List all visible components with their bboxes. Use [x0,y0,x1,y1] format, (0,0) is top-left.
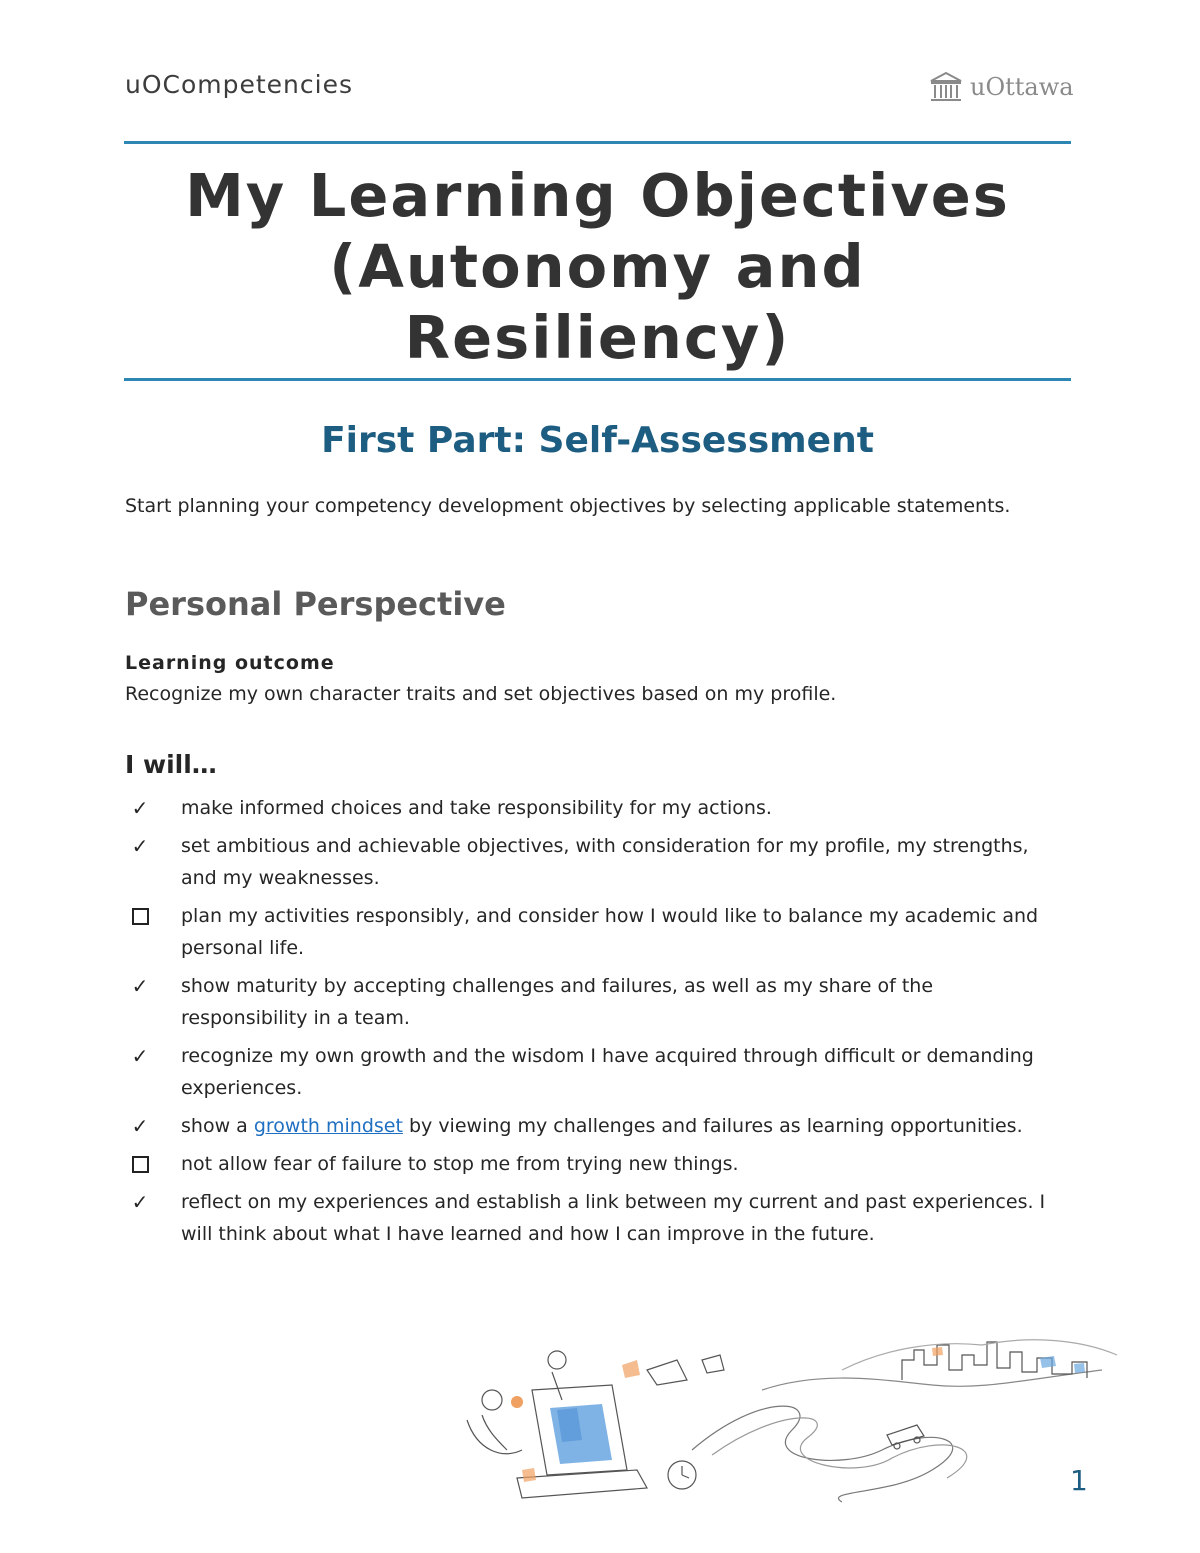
list-item [125,970,1065,1034]
learning-outcome-text: Recognize my own character traits and set objectives based on my profile. [125,683,837,705]
top-divider [124,141,1071,144]
statement-text: recognize my own growth and the wisdom I have acquired through difficult or demanding experiences. [181,1045,1034,1099]
list-item [125,830,1065,894]
checkbox-square-icon [132,908,149,925]
bottom-divider [124,378,1071,381]
intro-paragraph: Start planning your competency development objectives by selecting applicable statements. [125,495,1011,517]
statement-text [181,1115,1023,1137]
brand-name: uOCompetencies [125,70,354,99]
building-icon [928,69,964,105]
title-line-3: Resiliency) [404,303,791,372]
list-item [125,792,1065,824]
statement-text: set ambitious and achievable objectives, with consideration for my profile, my strengths, and my weaknesses. [181,835,1029,889]
page-title [124,160,1071,373]
checkmark-icon[interactable]: ✓ [131,974,149,998]
checkmark-icon[interactable]: ✓ [131,834,149,858]
statement-list [125,792,1065,1256]
statement-text: show maturity by accepting challenges and failures, as well as my share of the responsibility in a team. [181,975,934,1029]
logo-text: uOttawa [970,73,1074,101]
journey-illustration [462,1330,1127,1505]
checkbox-empty[interactable] [128,900,152,932]
checkmark-icon[interactable]: ✓ [131,1114,149,1138]
list-item [125,900,1065,964]
checkmark-icon[interactable]: ✓ [131,1044,149,1068]
learning-outcome-label: Learning outcome [125,652,335,674]
checkmark-icon[interactable]: ✓ [131,796,149,820]
statement-text: reflect on my experiences and establish a link between my current and past experiences. I will think about what I have learned and how I can improve in the future. [181,1191,1046,1245]
statement-text-before: show a [181,1115,248,1137]
statement-text: plan my activities responsibly, and consider how I would like to balance my academic and personal life. [181,905,1039,959]
list-item [125,1110,1065,1142]
title-line-1: My Learning Objectives [185,161,1010,230]
i-will-label: I will… [125,750,217,779]
list-item [125,1148,1065,1180]
growth-mindset-link[interactable]: growth mindset [253,1115,403,1137]
title-line-2: (Autonomy and [329,232,866,301]
statement-text-after: by viewing my challenges and failures as learning opportunities. [408,1115,1023,1137]
checkbox-empty[interactable] [128,1148,152,1180]
statement-text: not allow fear of failure to stop me from trying new things. [181,1153,739,1175]
checkbox-square-icon [132,1156,149,1173]
list-item [125,1186,1065,1250]
section-heading: Personal Perspective [125,585,506,623]
statement-text: make informed choices and take responsibility for my actions. [181,797,772,819]
list-item [125,1040,1065,1104]
part-subtitle: First Part: Self-Assessment [321,420,874,461]
uottawa-logo [928,64,1083,110]
page-number: 1 [1070,1464,1088,1497]
checkmark-icon[interactable]: ✓ [131,1190,149,1214]
